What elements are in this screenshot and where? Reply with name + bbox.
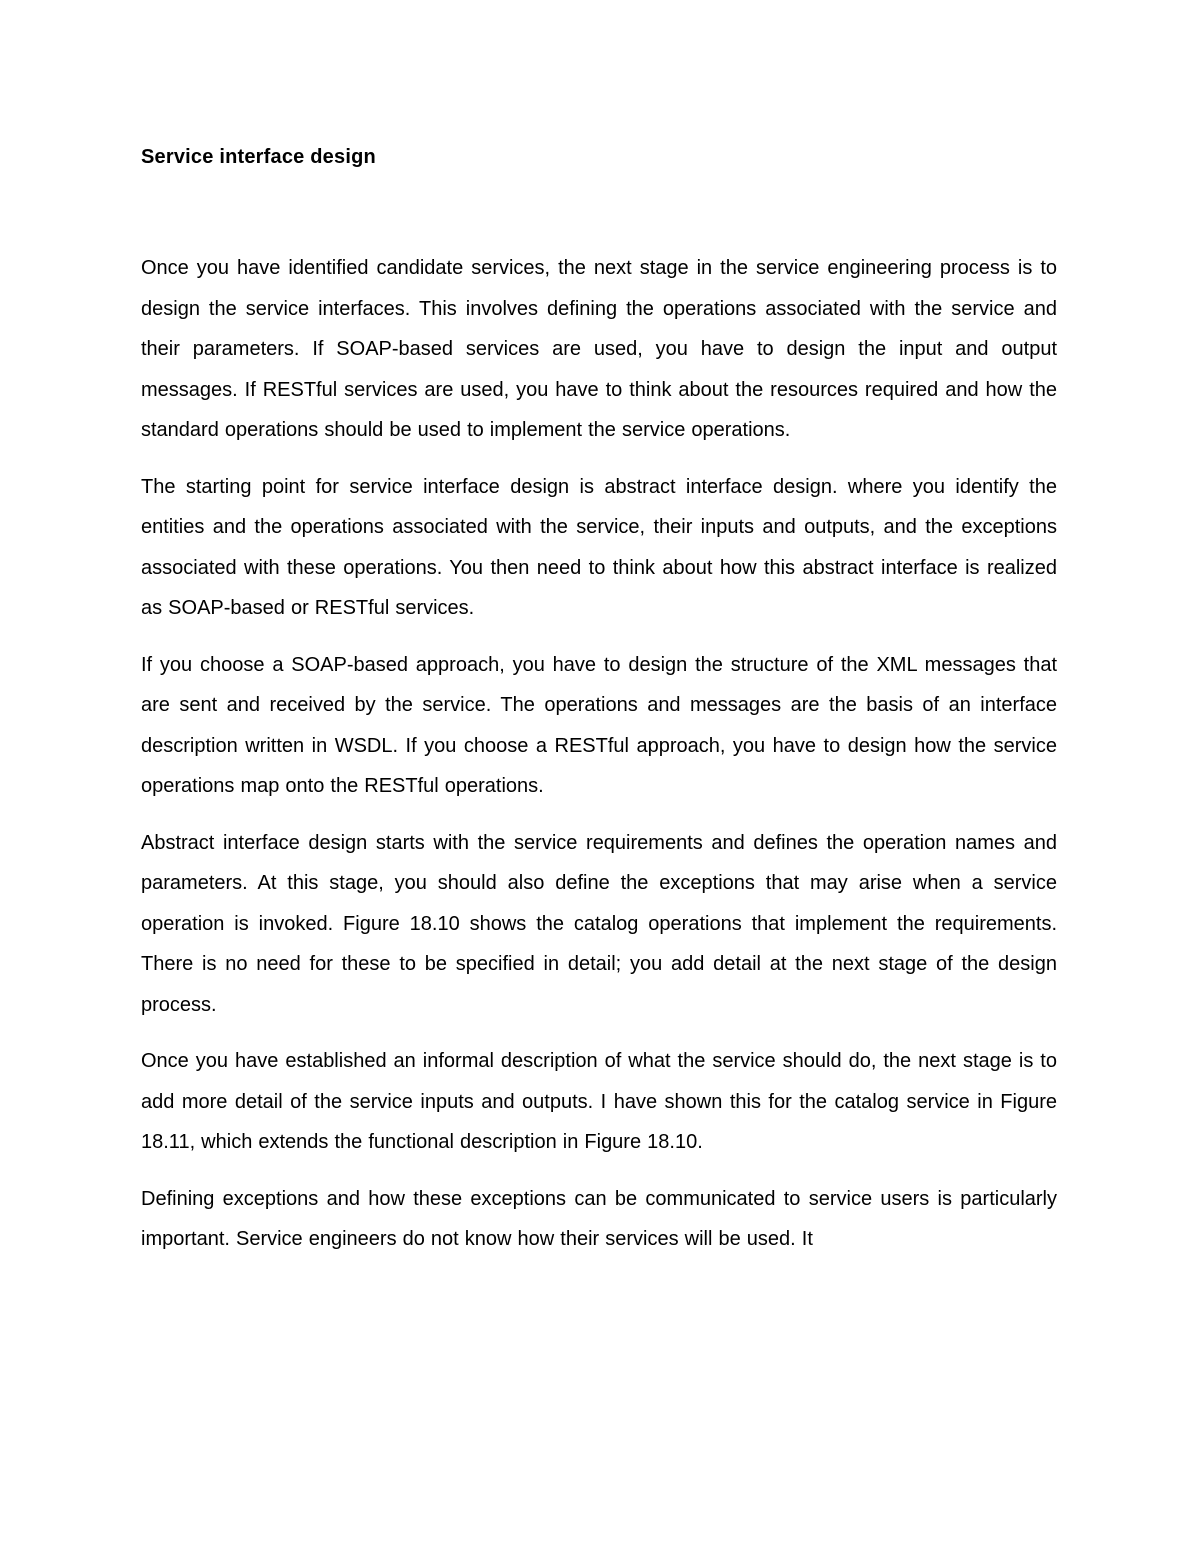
document-body [141,137,1057,1276]
page-title: Service interface design [141,146,376,168]
paragraph: Defining exceptions and how these exceptions can be communicated to service users is particularly important. Service engineers do not know how their services will be used. It [141,1187,1057,1250]
paragraph: Once you have identified candidate services, the next stage in the service engineering process is to design the service interfaces. This involves defining the operations associated with the service and their parameters. If SOAP-based services are used, you have to design the input and output messages. If RESTful services are used, you have to think about the resources required and how the standard operations should be used to implement the service operations. [141,257,1057,441]
paragraph: Abstract interface design starts with the service requirements and defines the operation names and parameters. At this stage, you should also define the exceptions that may arise when a service operation is invoked. Figure 18.10 shows the catalog operations that implement the requirements. There is no need for these to be specified in detail; you add detail at the next stage of the design process. [141,831,1057,1016]
paragraph: If you choose a SOAP-based approach, you have to design the structure of the XML messages that are sent and received by the service. The operations and messages are the basis of an interface description written in WSDL. If you choose a RESTful approach, you have to design how the service operations map onto the RESTful operations. [141,653,1057,797]
paragraph: Once you have established an informal description of what the service should do, the next stage is to add more detail of the service inputs and outputs. I have shown this for the catalog service in Figure 18.11, which extends the functional description in Figure 18.10. [141,1050,1057,1153]
paragraph: The starting point for service interface design is abstract interface design. where you identify the entities and the operations associated with the service, their inputs and outputs, and the exceptions associated with these operations. You then need to think about how this abstract interface is realized as SOAP-based or RESTful services. [141,475,1057,619]
